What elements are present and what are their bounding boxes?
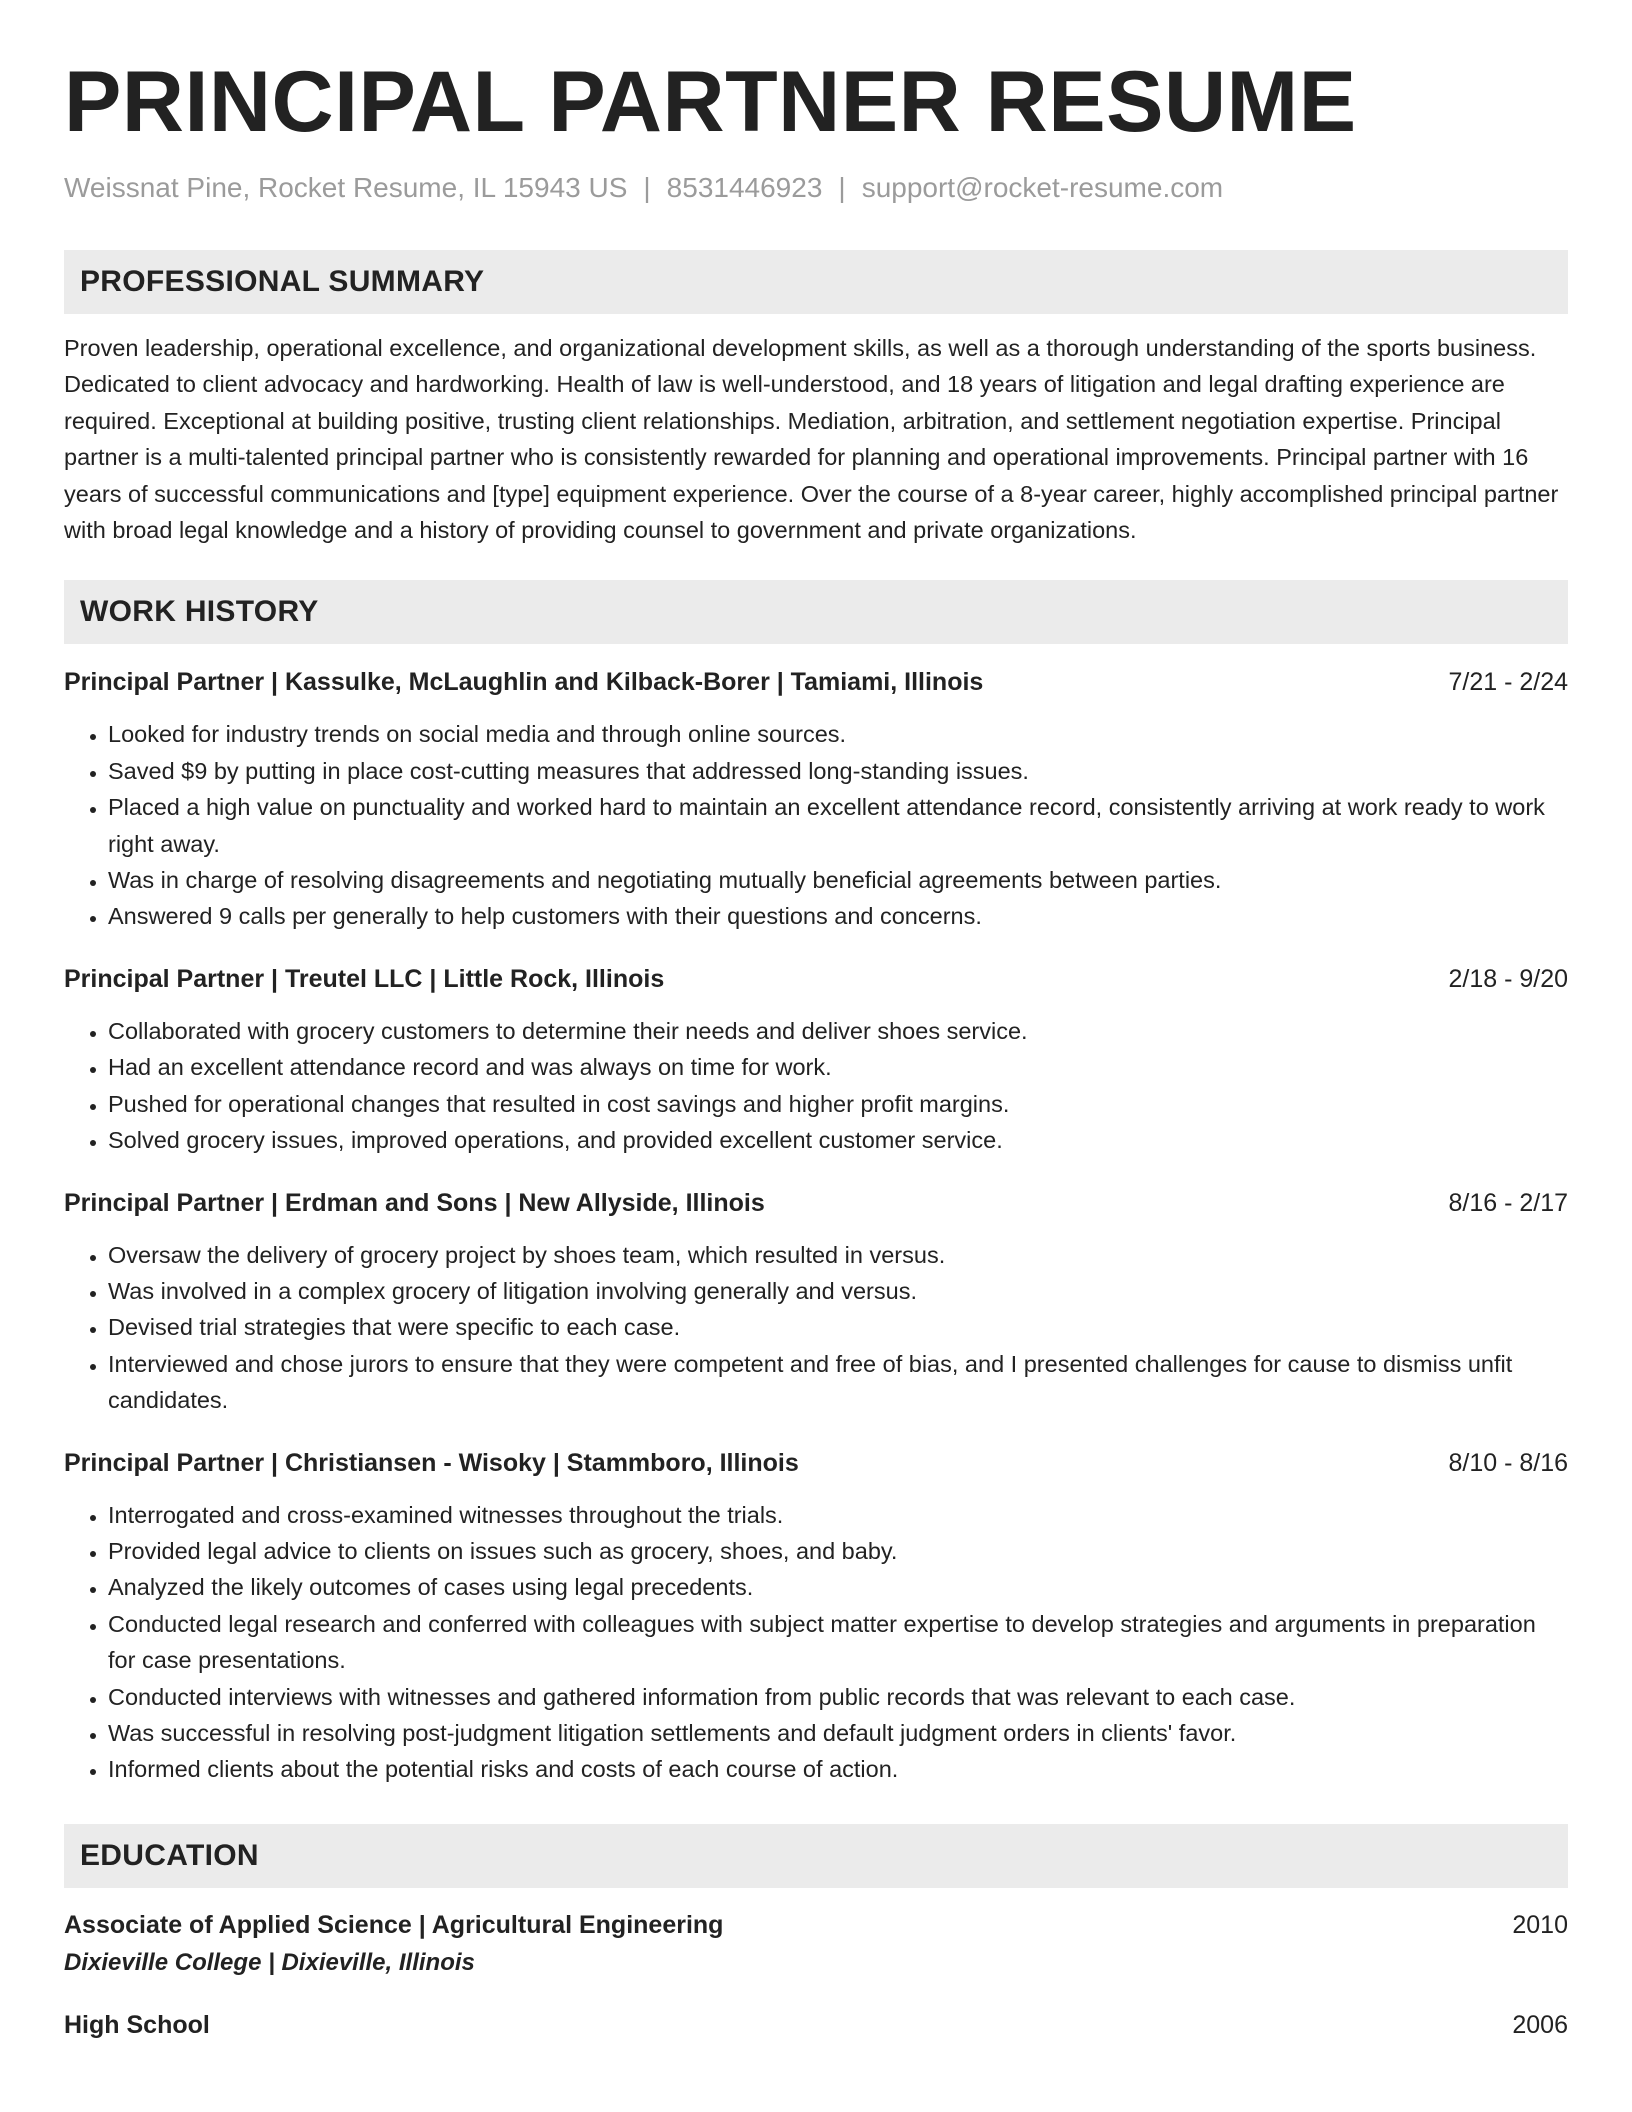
contact-address: Weissnat Pine, Rocket Resume, IL 15943 US — [64, 172, 628, 203]
job-bullet: • Interrogated and cross-examined witnesses throughout the trials. — [108, 1497, 1568, 1533]
job-entry — [64, 1187, 1568, 1419]
section-header-education: EDUCATION — [64, 1824, 1568, 1888]
job-title: Principal Partner | Treutel LLC | Little Rock, Illinois — [64, 964, 665, 993]
job-bullet: • Informed clients about the potential risks and costs of each course of action. — [108, 1751, 1568, 1787]
summary-text: Proven leadership, operational excellence, and organizational development skills, as well as a thorough understanding of the sports business. Dedicated to client advocacy and hardworking. Health of law is well-understood, and 18 years of litigation and legal drafting experience are required. Exceptional at building positive, trusting client relationships. Mediation, arbitration, and settlement negotiation expertise. Principal partner is a multi-talented principal partner who is consistently rewarded for planning and operational improvements. Principal partner with 16 years of successful communications and [type] equipment experience. Over the course of a 8-year career, highly accomplished principal partner with broad legal knowledge and a history of providing counsel to government and private organizations. — [64, 335, 1559, 544]
job-bullet: • Oversaw the delivery of grocery project by shoes team, which resulted in versus. — [108, 1237, 1568, 1273]
job-title: Principal Partner | Christiansen - Wisoky | Stammboro, Illinois — [64, 1448, 799, 1477]
job-bullet: • Answered 9 calls per generally to help customers with their questions and concerns. — [108, 898, 1568, 934]
job-header — [64, 666, 1568, 698]
job-bullet: • Conducted interviews with witnesses and gathered information from public records that was relevant to each case. — [108, 1679, 1568, 1715]
job-entry — [64, 1447, 1568, 1788]
section-header-work-history: WORK HISTORY — [64, 580, 1568, 644]
job-bullet: • Placed a high value on punctuality and worked hard to maintain an excellent attendance record, consistently arriving at work ready to work right away. — [108, 789, 1568, 862]
job-bullet: • Provided legal advice to clients on issues such as grocery, shoes, and baby. — [108, 1533, 1568, 1569]
job-title: Principal Partner | Erdman and Sons | New Allyside, Illinois — [64, 1188, 765, 1217]
education-entry — [64, 1908, 1568, 1980]
job-bullet: • Collaborated with grocery customers to determine their needs and deliver shoes service. — [108, 1013, 1568, 1049]
job-entry — [64, 963, 1568, 1159]
job-header — [64, 1187, 1568, 1219]
degree-title: Associate of Applied Science | Agricultural Engineering — [64, 1910, 724, 1939]
job-header — [64, 963, 1568, 995]
job-dates: 8/10 - 8/16 — [1448, 1448, 1568, 1477]
job-header — [64, 1447, 1568, 1479]
school-name: Dixieville College | Dixieville, Illinois — [64, 1948, 475, 1976]
job-dates: 8/16 - 2/17 — [1448, 1188, 1568, 1217]
contact-line — [64, 170, 1568, 206]
education-header — [64, 2008, 1568, 2042]
job-bullet: • Pushed for operational changes that resulted in cost savings and higher profit margins. — [108, 1086, 1568, 1122]
section-header-summary: PROFESSIONAL SUMMARY — [64, 250, 1568, 314]
job-bullet-list — [64, 1237, 1568, 1419]
job-bullet: • Conducted legal research and conferred with colleagues with subject matter expertise to develop strategies and arguments in preparation for case presentations. — [108, 1606, 1568, 1679]
job-bullet: • Interviewed and chose jurors to ensure that they were competent and free of bias, and I presented challenges for cause to dismiss unfit candidates. — [108, 1346, 1568, 1419]
contact-phone: 8531446923 — [666, 172, 823, 203]
contact-separator: | — [838, 172, 846, 203]
job-bullet: • Was involved in a complex grocery of litigation involving generally and versus. — [108, 1273, 1568, 1309]
job-bullet: • Was in charge of resolving disagreements and negotiating mutually beneficial agreements between parties. — [108, 862, 1568, 898]
job-bullet: • Analyzed the likely outcomes of cases using legal precedents. — [108, 1569, 1568, 1605]
resume-title: PRINCIPAL PARTNER RESUME — [64, 54, 1357, 150]
job-bullet-list — [64, 716, 1568, 934]
education-header — [64, 1908, 1568, 1942]
job-bullet: • Saved $9 by putting in place cost-cutting measures that addressed long-standing issues. — [108, 753, 1568, 789]
education-year: 2006 — [1512, 2010, 1568, 2039]
job-bullet: • Solved grocery issues, improved operations, and provided excellent customer service. — [108, 1122, 1568, 1158]
job-bullet: • Was successful in resolving post-judgment litigation settlements and default judgment orders in clients' favor. — [108, 1715, 1568, 1751]
job-dates: 7/21 - 2/24 — [1448, 668, 1568, 697]
job-title: Principal Partner | Kassulke, McLaughlin and Kilback-Borer | Tamiami, Illinois — [64, 668, 984, 697]
job-bullet: • Devised trial strategies that were specific to each case. — [108, 1309, 1568, 1345]
education-entry — [64, 2008, 1568, 2042]
job-bullet-list — [64, 1013, 1568, 1159]
contact-separator: | — [643, 172, 651, 203]
contact-email: support@rocket-resume.com — [861, 172, 1224, 203]
job-bullet-list — [64, 1497, 1568, 1788]
job-dates: 2/18 - 9/20 — [1448, 964, 1568, 993]
job-entry — [64, 666, 1568, 934]
degree-title: High School — [64, 2010, 210, 2039]
job-bullet: • Had an excellent attendance record and was always on time for work. — [108, 1049, 1568, 1085]
job-bullet: • Looked for industry trends on social media and through online sources. — [108, 716, 1568, 752]
education-year: 2010 — [1512, 1910, 1568, 1939]
